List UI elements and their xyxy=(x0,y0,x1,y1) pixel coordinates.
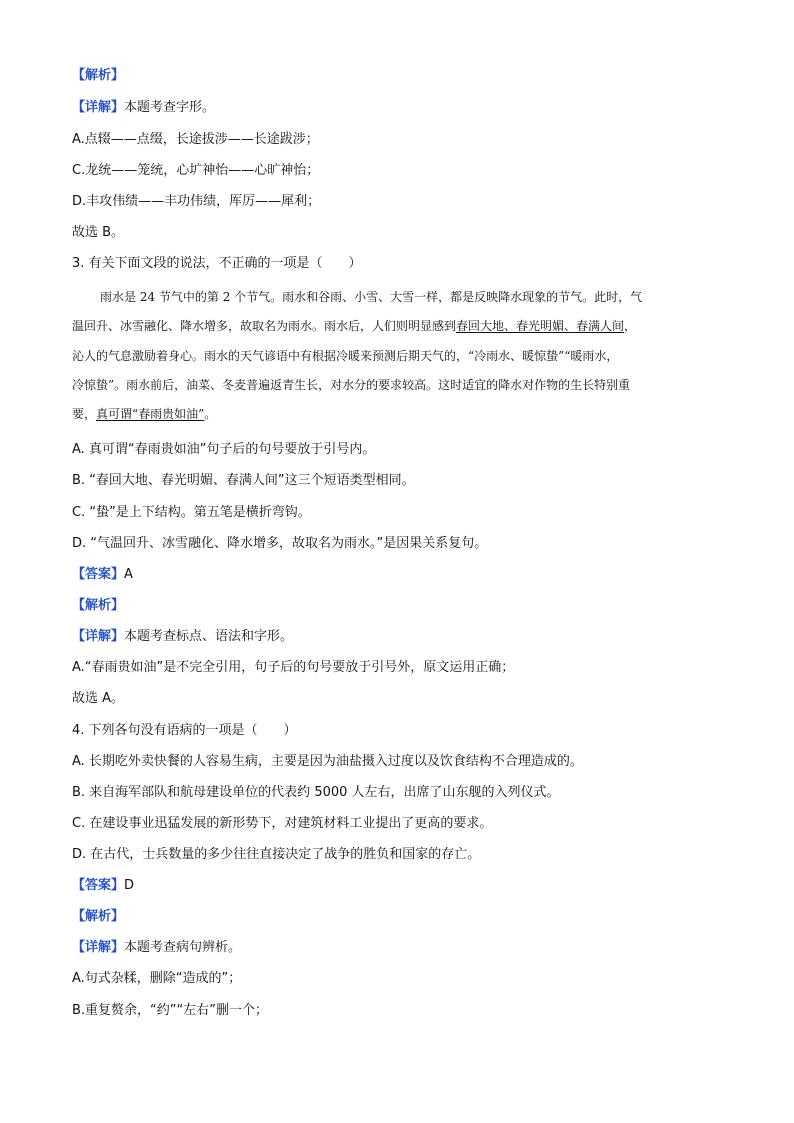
option-b: B. 来自海军部队和航母建设单位的代表约 5000 人左右，出席了山东舰的入列仪式。 xyxy=(72,785,560,800)
option-b: B. “春回大地、春光明媚、春满人间”这三个短语类型相同。 xyxy=(72,473,415,488)
explain-line: D.丰攻伟绩——丰功伟绩，厍厉——犀利； xyxy=(72,194,321,209)
passage-text: 要， xyxy=(72,407,97,421)
explain-line: B.重复赘余，“约”“左右”删一个； xyxy=(72,1003,268,1018)
passage-line: 雨水是 24 节气中的第 2 个节气。雨水和谷雨、小雪、大雪一样，都是反映降水现象的节气。此时，气 xyxy=(100,290,643,304)
passage-text: 温回升、冰雪融化、降水增多，故取名为雨水。雨水后，人们则明显感到 xyxy=(72,319,457,333)
option-a: A. 长期吃外卖快餐的人容易生病，主要是因为油盐摄入过度以及饮食结构不合理造成的。 xyxy=(72,754,583,769)
passage-line: 冷惊蛰”。雨水前后，油菜、冬麦普遍返青生长，对水分的要求较高。这时适宜的降水对作物的生长特别重 xyxy=(72,378,631,392)
detail-line xyxy=(72,629,293,645)
answer-line xyxy=(72,878,134,894)
analysis-tag: 【解析】 xyxy=(72,598,125,613)
choice-line: 故选 A。 xyxy=(72,691,125,706)
question-stem: 3. 有关下面文段的说法，不正确的一项是（ ） xyxy=(72,256,362,271)
answer-value: A xyxy=(124,567,133,582)
underlined-phrase: 真可谓“春雨贵如油” xyxy=(96,407,205,421)
answer-tag: 【答案】 xyxy=(72,878,125,893)
option-a: A. 真可谓“春雨贵如油”句子后的句号要放于引号内。 xyxy=(72,442,376,457)
passage-line xyxy=(72,406,722,422)
passage-text: ， xyxy=(624,319,637,333)
explain-line: A.“春雨贵如油”是不完全引用，句子后的句号要放于引号外，原文运用正确； xyxy=(72,660,515,675)
underlined-phrase: 春回大地、春光明媚、春满人间 xyxy=(456,319,625,333)
detail-text: 本题考查字形。 xyxy=(124,100,216,115)
detail-text: 本题考查标点、语法和字形。 xyxy=(124,629,294,644)
answer-line xyxy=(72,567,133,583)
passage-line xyxy=(72,318,722,334)
option-c: C. 在建设事业迅猛发展的新形势下，对建筑材料工业提出了更高的要求。 xyxy=(72,816,493,831)
detail-text: 本题考查病句辨析。 xyxy=(124,940,242,955)
passage-line: 沁人的气息激励着身心。雨水的天气谚语中有根据冷暖来预测后期天气的，“冷雨水、暖惊蛰”“暖雨水， xyxy=(72,349,619,363)
option-d: D. 在古代，士兵数量的多少往往直接决定了战争的胜负和国家的存亡。 xyxy=(72,847,481,862)
detail-line xyxy=(72,940,241,956)
choice-line: 故选 B。 xyxy=(72,225,125,240)
detail-tag: 【详解】 xyxy=(72,940,125,955)
analysis-tag: 【解析】 xyxy=(72,68,125,83)
explain-line: C.龙统——笼统，心圹神怡——心旷神怡； xyxy=(72,163,320,178)
option-c: C. “蛰”是上下结构。第五笔是横折弯钩。 xyxy=(72,505,311,520)
detail-tag: 【详解】 xyxy=(72,629,125,644)
option-d: D. “气温回升、冰雪融化、降水增多，故取名为雨水。”是因果关系复句。 xyxy=(72,536,488,551)
explain-line: A.点辍——点缀，长途拔涉——长途跋涉； xyxy=(72,132,319,147)
explain-line: A.句式杂糅，删除“造成的”； xyxy=(72,971,242,986)
question-stem: 4. 下列各句没有语病的一项是（ ） xyxy=(72,723,297,738)
passage-text: 。 xyxy=(204,407,217,421)
detail-line xyxy=(72,100,215,116)
detail-tag: 【详解】 xyxy=(72,100,125,115)
analysis-tag: 【解析】 xyxy=(72,909,125,924)
answer-tag: 【答案】 xyxy=(72,567,125,582)
answer-value: D xyxy=(124,878,135,893)
